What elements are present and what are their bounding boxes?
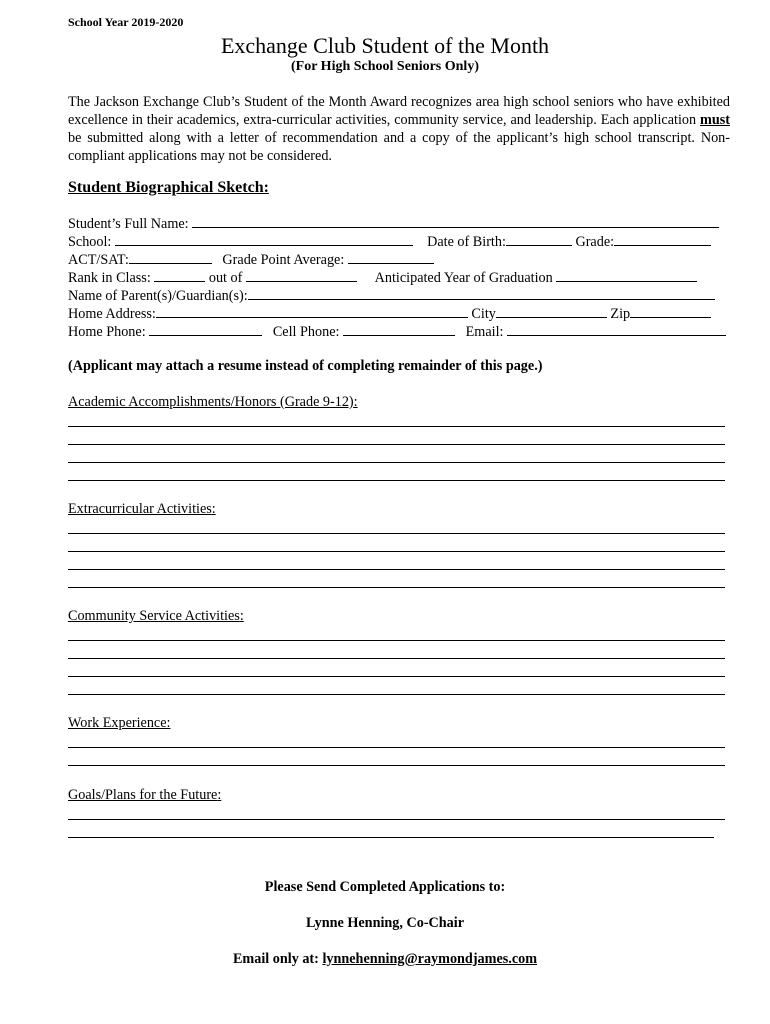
row-act-gpa <box>68 250 434 269</box>
full-name-label: Student’s Full Name: <box>68 216 189 232</box>
community-line-4[interactable] <box>68 694 725 695</box>
extracurricular-label <box>68 501 216 518</box>
row-school <box>68 232 711 251</box>
school-year: School Year 2019-2020 <box>68 15 184 29</box>
contact-name: Lynne Henning, Co-Chair <box>305 915 465 931</box>
home-phone-field[interactable] <box>149 322 262 336</box>
community-label <box>68 608 244 625</box>
row-parents <box>68 286 715 305</box>
grade-field[interactable] <box>614 232 711 246</box>
goals-line-1[interactable] <box>68 819 725 820</box>
work-line-2[interactable] <box>68 765 725 766</box>
goals-label <box>68 787 221 804</box>
email-line-label: Email only at: <box>232 951 323 967</box>
zip-label: Zip <box>610 306 631 322</box>
email-line <box>0 951 770 968</box>
community-colon: : <box>239 608 244 624</box>
work-colon: : <box>166 715 171 731</box>
goals-label-text: Goals/Plans for the Future <box>68 787 218 803</box>
act-sat-label: ACT/SAT: <box>68 252 129 268</box>
work-label-text: Work Experience <box>68 715 167 731</box>
grade-label: Grade: <box>575 234 615 250</box>
extracurricular-line-2[interactable] <box>68 551 725 552</box>
goals-line-2[interactable] <box>68 837 714 838</box>
resume-note: (Applicant may attach a resume instead of completing remainder of this page.) <box>68 358 543 374</box>
school-label: School: <box>68 234 112 250</box>
community-line-2[interactable] <box>68 658 725 659</box>
row-full-name <box>68 214 719 233</box>
zip-field[interactable] <box>630 304 711 318</box>
extracurricular-line-1[interactable] <box>68 533 725 534</box>
contact-email-link[interactable]: lynnehenning@raymondjames.com <box>322 951 538 967</box>
academic-line-2[interactable] <box>68 444 725 445</box>
school-field[interactable] <box>115 232 413 246</box>
community-label-text: Community Service Activities <box>68 608 240 624</box>
parents-label: Name of Parent(s)/Guardian(s): <box>68 288 248 304</box>
work-line-1[interactable] <box>68 747 725 748</box>
extracurricular-line-3[interactable] <box>68 569 725 570</box>
out-of-field[interactable] <box>246 268 357 282</box>
community-line-1[interactable] <box>68 640 725 641</box>
email-label: Email: <box>465 324 504 340</box>
rank-field[interactable] <box>154 268 205 282</box>
row-phone <box>68 322 726 341</box>
academic-label-text: Academic Accomplishments/Honors (Grade 9-12) <box>68 394 354 410</box>
intro-emphasis: must <box>700 112 730 128</box>
grad-year-label: Anticipated Year of Graduation <box>374 270 553 286</box>
extracurricular-label-text: Extracurricular Activities <box>68 501 212 517</box>
full-name-field[interactable] <box>192 214 719 228</box>
address-field[interactable] <box>156 304 468 318</box>
intro-text-2: be submitted along with a letter of recommendation and a copy of the applicant’s high school transcript. Non-compliant applications may not be considered. <box>68 130 730 164</box>
dob-field[interactable] <box>506 232 572 246</box>
grad-year-field[interactable] <box>556 268 697 282</box>
parents-field[interactable] <box>248 286 715 300</box>
city-label: City <box>471 306 496 322</box>
work-label <box>68 715 170 732</box>
academic-label <box>68 394 358 411</box>
bio-heading: Student Biographical Sketch: <box>68 179 269 196</box>
act-sat-field[interactable] <box>129 250 212 264</box>
out-of-label: out of <box>208 270 243 286</box>
extracurricular-colon: : <box>211 501 216 517</box>
page-title: Exchange Club Student of the Month <box>220 33 550 58</box>
academic-colon: : <box>353 394 358 410</box>
gpa-label: Grade Point Average: <box>222 252 345 268</box>
address-label: Home Address: <box>68 306 156 322</box>
cell-phone-label: Cell Phone: <box>272 324 340 340</box>
home-phone-label: Home Phone: <box>68 324 146 340</box>
rank-label: Rank in Class: <box>68 270 151 286</box>
row-rank <box>68 268 697 287</box>
cell-phone-field[interactable] <box>343 322 455 336</box>
city-field[interactable] <box>496 304 607 318</box>
academic-line-4[interactable] <box>68 480 725 481</box>
community-line-3[interactable] <box>68 676 725 677</box>
email-field[interactable] <box>507 322 726 336</box>
extracurricular-line-4[interactable] <box>68 587 725 588</box>
page-subtitle: (For High School Seniors Only) <box>291 59 479 74</box>
academic-line-3[interactable] <box>68 462 725 463</box>
intro-paragraph <box>68 93 730 165</box>
row-address <box>68 304 711 323</box>
goals-colon: : <box>217 787 222 803</box>
academic-line-1[interactable] <box>68 426 725 427</box>
intro-text-1: The Jackson Exchange Club’s Student of the Month Award recognizes area high school seniors who have exhibited excellence in their academics, extra-curricular activities, community service, and leadership. Each application <box>68 94 730 128</box>
gpa-field[interactable] <box>348 250 434 264</box>
send-to-text: Please Send Completed Applications to: <box>264 879 506 895</box>
dob-label: Date of Birth: <box>427 234 506 250</box>
